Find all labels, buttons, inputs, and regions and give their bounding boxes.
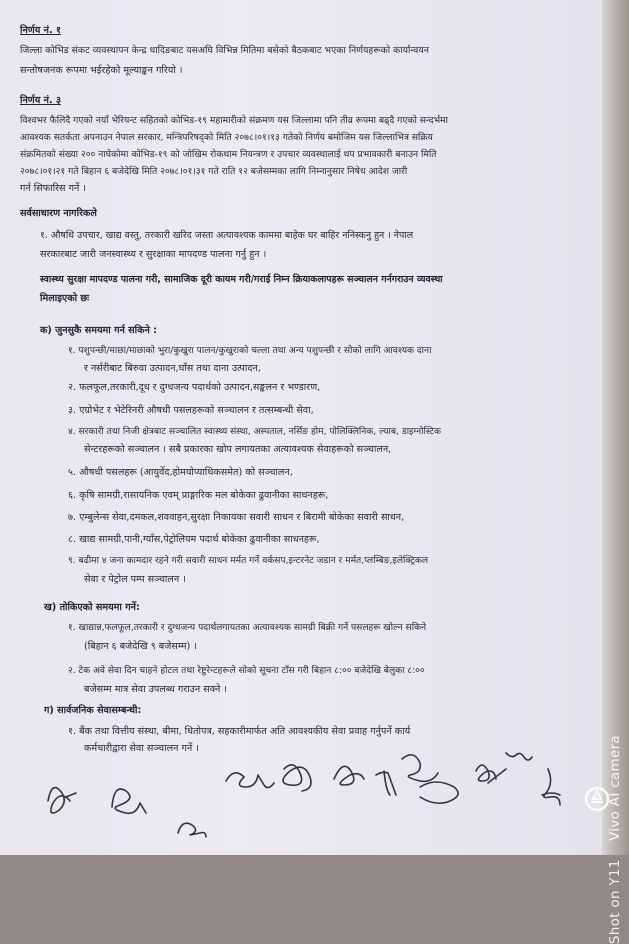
public-line-2: सरकारबाट जारी जनस्वास्थ्य र सुरक्षाका मापदण्ड पालना गर्नु हुन । bbox=[40, 249, 267, 260]
group-ka-item: ९. बढीमा ४ जना कामदार रहने गरी सवारी साधन मर्मत गर्ने वर्कसप,इन्टरनेट जडान र मर्मत,प्लम्बिङ,इलेक्ट्रिकल bbox=[68, 556, 429, 566]
group-ga-item: कर्मचारीद्वारा सेवा सञ्चालन गर्ने । bbox=[84, 743, 199, 754]
group-kha-item: (बिहान ६ बजेदेखि ९ बजेसम्म) । bbox=[84, 641, 197, 652]
decision-3-line-3: संक्रमितको संख्या २०० नाघेकोमा कोभिड-१९ को जोखिम रोकथाम नियन्त्रण र उपचार व्यवस्थालाई थप प्रभावकारी बनाउन मिति bbox=[20, 149, 437, 160]
intro-line-1: स्वास्थ्य सुरक्षा मापदण्ड पालना गरी, सामाजिक दूरी कायम गरी/गराई निम्न क्रियाकलापहरू सञ्चालन गर्नगराउन व्यवस्था bbox=[40, 274, 443, 285]
signatures bbox=[0, 735, 602, 855]
group-ka-heading: क) जुनसुकै समयमा गर्न सकिने : bbox=[40, 325, 157, 336]
public-heading: सर्वसाधारण नागरिकले bbox=[20, 208, 97, 219]
signature-10 bbox=[476, 765, 506, 783]
decision-3-line-5: गर्न सिफारिस गर्ने । bbox=[20, 183, 86, 194]
signature-11 bbox=[506, 753, 532, 760]
group-ka-item: ४. सरकारी तथा निजी क्षेत्रबाट सञ्चालित स्वास्थ्य संस्था, अस्पताल, नर्सिङ होम, पोलिक्लिनिक, ल्याब, डाइग्नोस्टिक bbox=[68, 427, 441, 437]
camera-logo-icon bbox=[582, 784, 612, 814]
watermark-line-2: Vivo AI camera bbox=[607, 735, 623, 841]
signature-12 bbox=[542, 769, 560, 805]
signature-6 bbox=[334, 766, 364, 785]
signature-4 bbox=[226, 773, 274, 788]
group-ka-item: सेन्टरहरूको सञ्चालन । सबै प्रकारका खोप लगायतका अत्यावश्यक सेवाहरूको सञ्चालन, bbox=[84, 444, 392, 455]
signature-8 bbox=[402, 755, 438, 782]
group-ka-item: ३. एग्रोभेट र भेटेरिनरी औषधी पसलहरूको सञ्चालन र तत्सम्बन्धी सेवा, bbox=[68, 405, 314, 416]
group-kha-heading: ख) तोकिएको समयमा गर्ने: bbox=[44, 602, 140, 613]
camera-watermark bbox=[607, 735, 623, 944]
decision-1-line-1: जिल्ला कोभिड संकट व्यवस्थापन केन्द्र धादिङबाट यसअघि विभिन्न मितिमा बसेको बैठकबाट भएका निर्णयहरूको कार्यान्वयन bbox=[20, 45, 429, 56]
decision-3-line-4: २०७८।०१।२१ गते बिहान ६ बजेदेखि मिति २०७८।०१।३१ गते राति १२ बजेसम्मका लागि निम्नानुसार निषेध आदेश जारी bbox=[20, 166, 408, 177]
group-ga-heading: ग) सार्वजनिक सेवासम्बन्धी: bbox=[44, 705, 142, 716]
signature-7 bbox=[376, 771, 396, 795]
group-ka-item: ८. खाद्य सामग्री,पानी,ग्याँस,पेट्रोलियम पदार्थ बोकेका ढुवानीका साधनहरू, bbox=[68, 534, 320, 545]
group-ka-item: ६. कृषि सामग्री,रासायनिक एवम् प्राङ्गारिक मल बोकेका ढुवानीका साधनहरू, bbox=[68, 490, 329, 501]
group-ka-item: ५. औषधी पसलहरू (आयुर्वेद,होमयोप्याथिकसमेत) को सञ्चालन, bbox=[68, 467, 293, 478]
signature-2 bbox=[112, 789, 146, 813]
group-ga-item: १. बैंक तथा वित्तीय संस्था, बीमा, धितोपत्र, सहकारीमार्फत अति आवश्यकीय सेवा प्रवाह गर्नुपर्ने कार्य bbox=[68, 726, 411, 737]
group-ka-item: र नर्सरीबाट बिरुवा उत्पादन,घाँस तथा दाना उत्पादन, bbox=[84, 363, 261, 374]
group-ka-item: २. फलफूल,तरकारी,दूध र दुग्धजन्य पदार्थको उत्पादन,सङ्कलन र भण्डारण, bbox=[68, 382, 321, 393]
intro-line-2: मिलाइएको छः bbox=[40, 293, 90, 304]
group-ka-item: १. पशुपन्छी/माछा/माछाको भुरा/कुखुरा पालन/कुखुराको चल्ला तथा अन्य पशुपन्छी र सोको लागि आवश्यक दाना bbox=[68, 346, 432, 356]
watermark-line-1: Shot on Y11 bbox=[607, 859, 623, 944]
group-kha-item: २. टेक अवे सेवा दिन चाहने होटल तथा रेष्टुरेन्टहरूले सोको सूचना टाँस गरी बिहान ८:०० बजेदेखि बेलुका ८:०० bbox=[68, 666, 425, 676]
decision-3-line-1: विश्वभर फैलिदै गएको नयाँ भेरियन्ट सहितको कोभिड-१९ महामारीको संक्रमण यस जिल्लामा पनि तीव्र रूपमा बढ्दै गएको सन्दर्भमा bbox=[20, 115, 449, 126]
signature-5 bbox=[283, 765, 311, 791]
signature-1 bbox=[48, 788, 76, 813]
group-kha-item: बजेसम्म मात्र सेवा उपलब्ध गराउन सक्ने । bbox=[84, 684, 228, 695]
decision-3-heading: निर्णय नं. ३ bbox=[20, 95, 61, 106]
decision-1-line-2: सन्तोषजनक रूपमा भईरहेको मूल्याङ्कन गरियो । bbox=[20, 65, 183, 76]
signature-9 bbox=[420, 782, 458, 803]
group-ka-item: ७. एम्बुलेन्स सेवा,दमकल,शववाहन,सुरक्षा निकायका सवारी साधन र बिरामी बोकेका सवारी साधन, bbox=[68, 512, 405, 523]
decision-3-line-2: आवश्यक सतर्कता अपनाउन नेपाल सरकार, मन्त्रिपरिषद्को मिति २०७८।०१।१३ गतेको निर्णय बमोजिम यस जिल्लाभित्र सक्रिय bbox=[20, 132, 433, 143]
group-kha-item: १. खाद्यान्न,फलफूल,तरकारी र दुग्धजन्य पदार्थलगायतका अत्यावश्यक सामग्री बिक्री गर्ने पसलहरू खोल्न सकिने bbox=[68, 623, 427, 633]
decision-1-heading: निर्णय नं. १ bbox=[20, 25, 61, 36]
public-line-1: १. औषधि उपचार, खाद्य वस्तु, तरकारी खरिद जस्ता अत्यावश्यक काममा बाहेक घर बाहिर ननिस्कनु हुन । नेपाल bbox=[40, 230, 414, 241]
signature-3 bbox=[178, 823, 206, 837]
table-edge bbox=[602, 0, 629, 855]
group-ka-item: सेवा र पेट्रोल पम्प सञ्चालन । bbox=[84, 574, 186, 585]
